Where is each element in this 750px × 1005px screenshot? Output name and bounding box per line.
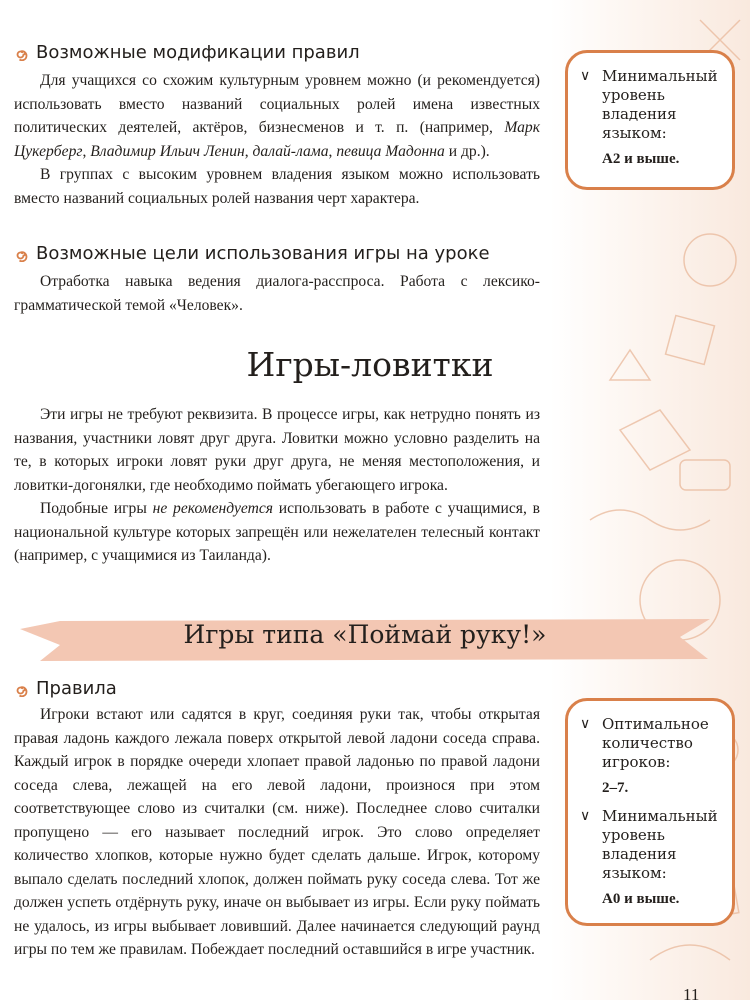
chapter-title: Игры-ловитки (246, 345, 494, 384)
paragraph: Игроки встают или садятся в круг, соединяя руки так, чтобы открытая правая ладонь каждого лежала поверх открытой левой ладони соседа справа. Каждый игрок в порядке очереди хлопает правой ладонью по правой ладони соседа слева, лежащей на его левой ладони, произнося при этом соответствующее слово из считалки (см. ниже). Последнее слово считалки пропущено — его называет последний игрок. Это слово определяет количество хлопков, которые нужно будет сделать дальше. Игрок, которому выпало сделать последний хлопок, должен поймать руку соседа слева. Тот же должен успеть отдёрнуть руку, иначе он выбывает из игры. Если руку поймать не удалось, из игры выбывает ловивший. Далее начинается следующий раунд игры по тем же правилам. Побеждает последний оставшийся в игре участник. (14, 706, 540, 958)
section-heading: Возможные модификации правил (14, 42, 540, 63)
section-rule-modifications (14, 42, 540, 210)
spiral-icon (14, 246, 30, 262)
spiral-icon (14, 681, 30, 697)
banner-title: Игры типа «Поймай руку!» (183, 620, 547, 649)
check-icon: ∨ (580, 808, 591, 824)
chapter-intro (14, 403, 540, 568)
paragraph: В группах с высоким уровнем владения языком можно использовать вместо названий социальных ролей названия черт характера. (14, 166, 540, 207)
paragraph: Для учащихся со схожим культурным уровнем можно (и рекомендуется) использовать вместо названий социальных ролей имена известных политических деятелей, актёров, бизнесменов и т. п. (например, Марк Цукерберг, Владимир Ильич Ленин, далай-лама, певица Мадонна и др.). (14, 72, 540, 160)
section-goals (14, 243, 540, 317)
paragraph: Отработка навыка ведения диалога-расспроса. Работа с лексико-грамматической темой «Человек». (14, 273, 540, 314)
page-number: 11 (683, 985, 700, 1004)
section-rules (14, 678, 540, 962)
spiral-icon (14, 45, 30, 61)
info-value: 2–7. (602, 780, 629, 796)
check-icon: ∨ (580, 716, 591, 732)
section-heading: Правила (14, 678, 540, 699)
check-icon: ∨ (580, 68, 591, 84)
paragraph: Эти игры не требуют реквизита. В процессе игры, как нетрудно понять из названия, участники ловят друг друга. Ловитки можно условно разделить на те, в которых игроки ловят руки друг друга, не меняя местоположения, и ловитки-догонялки, где необходимо поймать убегающего игрока. (14, 406, 540, 494)
info-value: A0 и выше. (602, 891, 680, 907)
info-item: ∨ Минимальный уровень владения языком: (580, 67, 718, 142)
info-value: A2 и выше. (602, 151, 680, 167)
section-heading: Возможные цели использования игры на уроке (14, 243, 540, 264)
info-box-players (565, 698, 735, 926)
info-item: ∨ Минимальный уровень владения языком: (580, 807, 718, 882)
info-box-level (565, 50, 735, 190)
info-item: ∨ Оптимальное количество игроков: (580, 715, 709, 771)
paragraph: Подобные игры не рекомендуется использовать в работе с учащимися, в национальной культуре которых запрещён или нежелателен телесный контакт (например, с учащимися из Таиланда). (14, 500, 540, 564)
